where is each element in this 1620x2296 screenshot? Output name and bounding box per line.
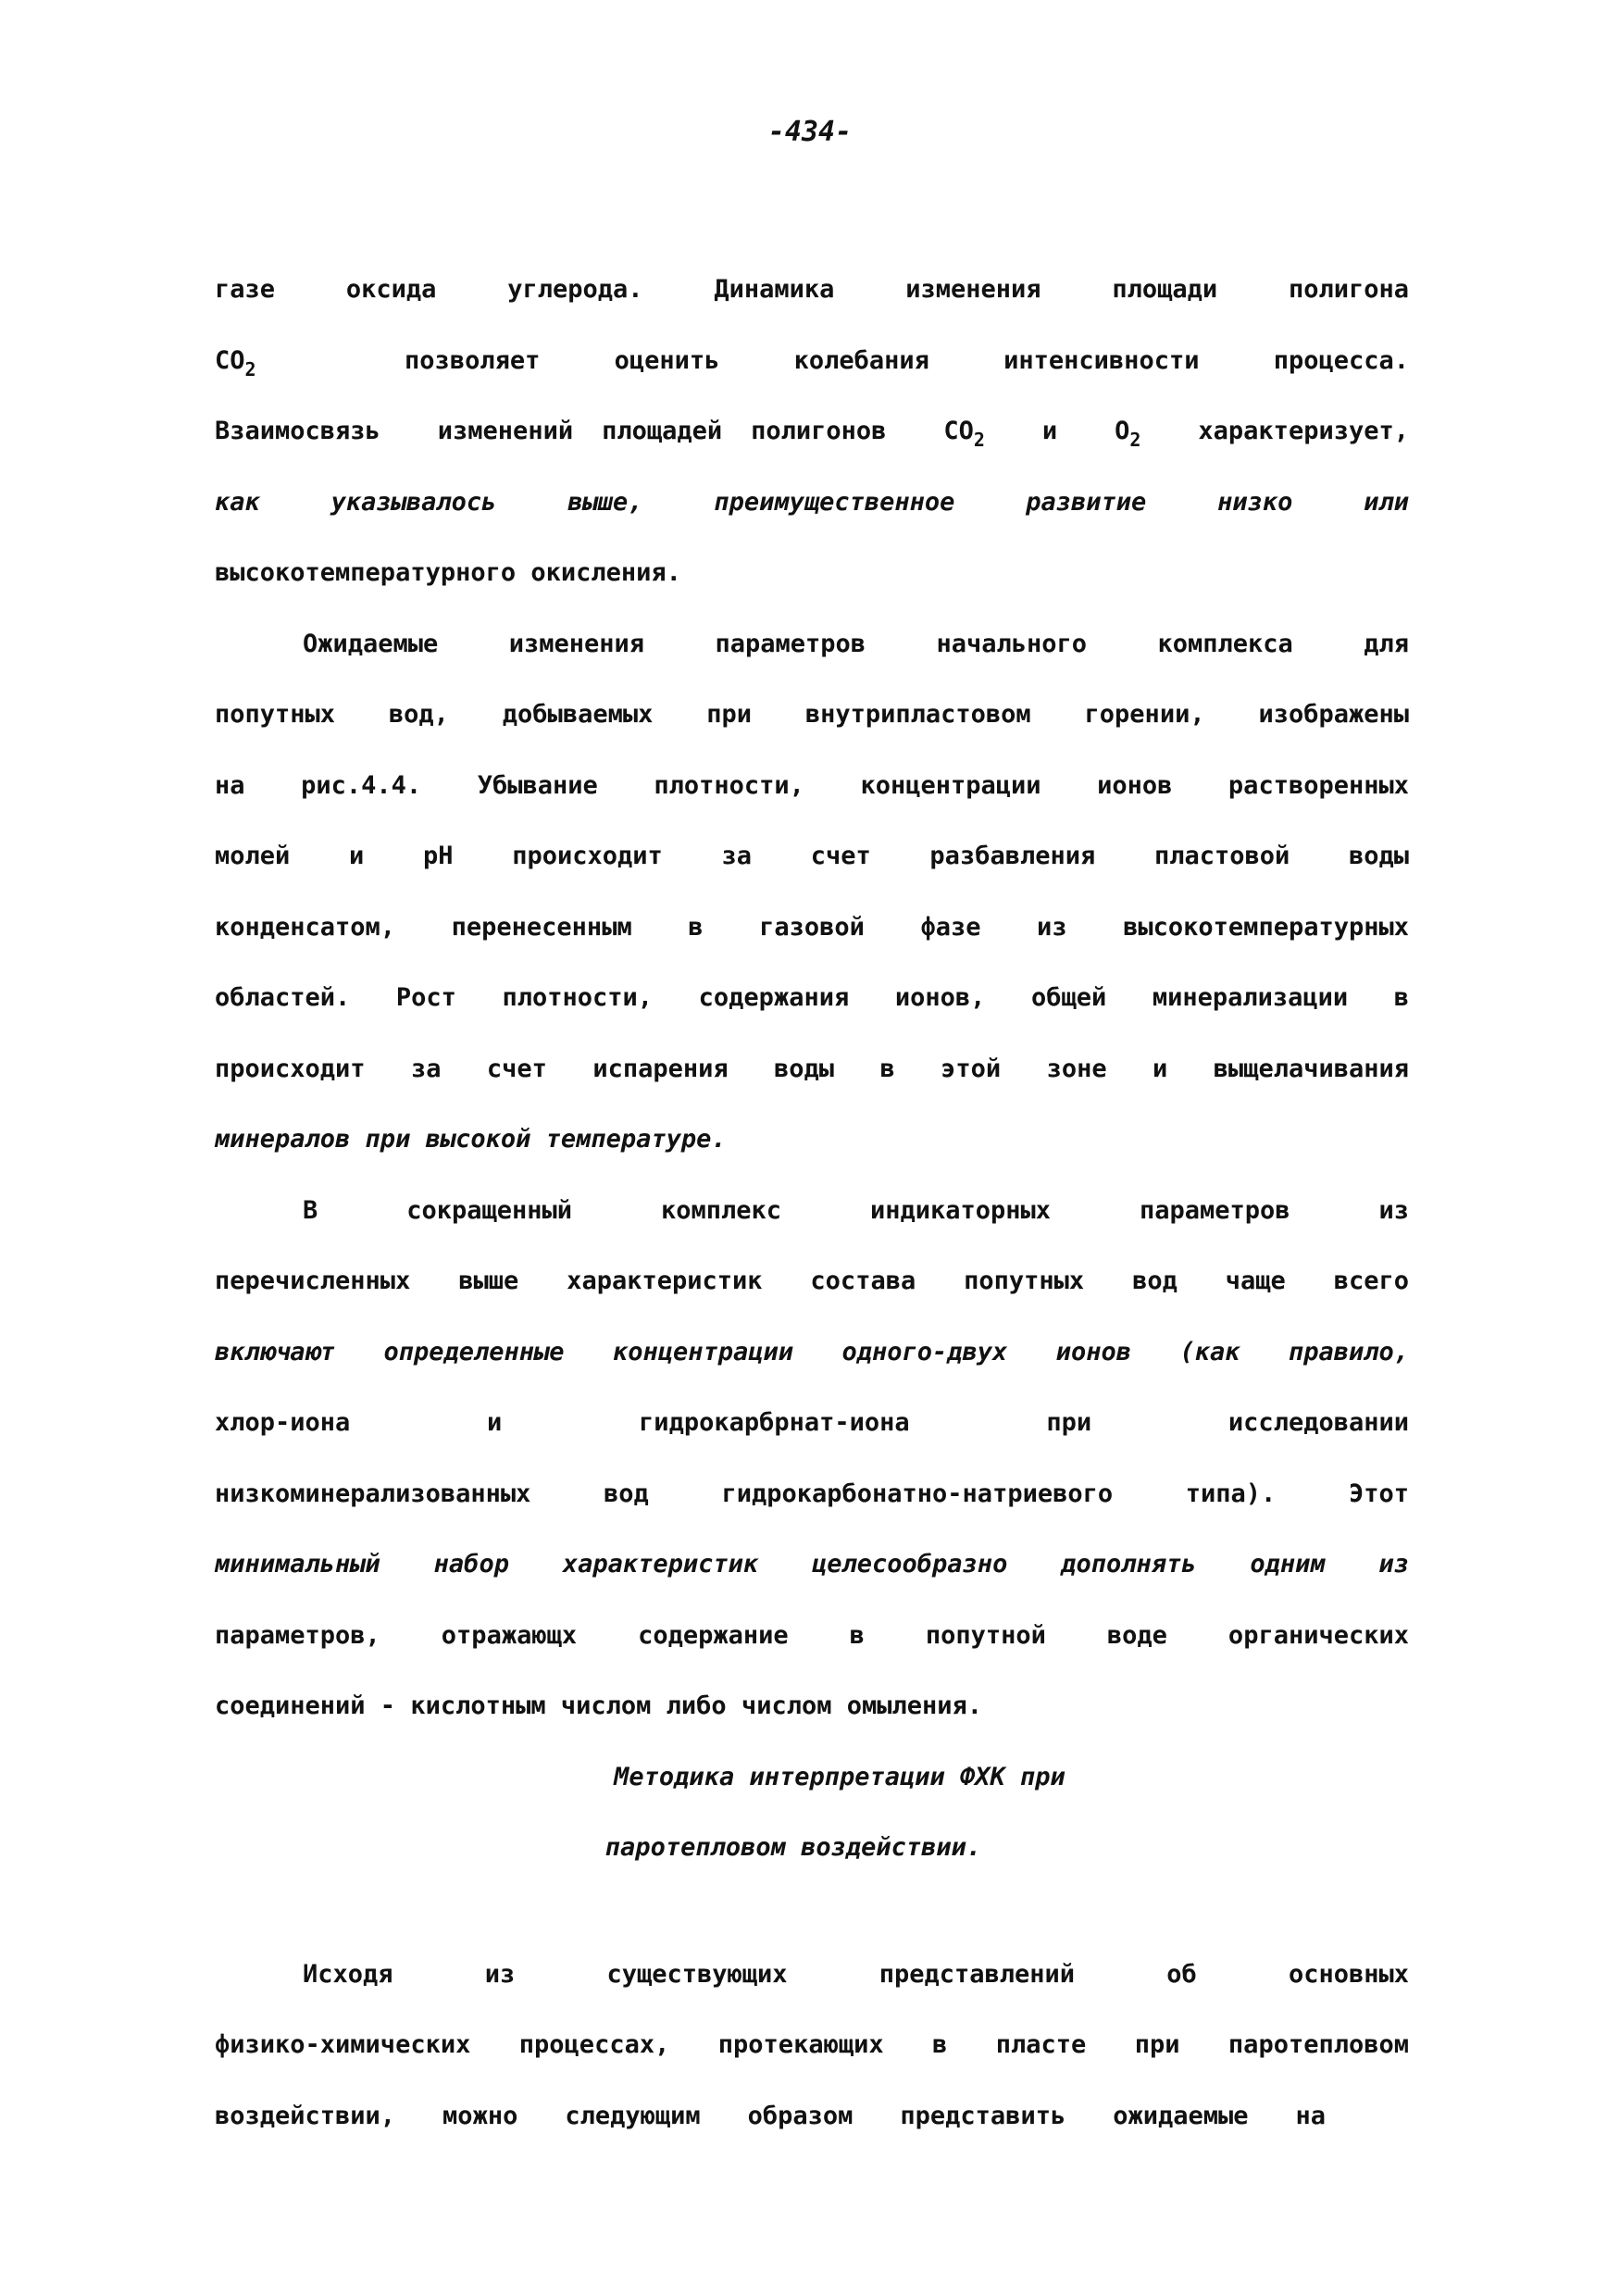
text-line: В сокращенный комплекс индикаторных параметров из bbox=[303, 1195, 1409, 1225]
text-line: Ожидаемые изменения параметров начального комплекса для bbox=[303, 629, 1409, 658]
text-line: областей. Рост плотности, содержания ионов, общей минерализации в bbox=[215, 983, 1409, 1012]
text-line: соединений - кислотным числом либо числом омыления. bbox=[215, 1691, 983, 1720]
text-line: перечисленных выше характеристик состава попутных вод чаще всего bbox=[215, 1267, 1409, 1295]
paragraph-spacer bbox=[215, 1884, 1409, 1940]
section-heading: Методика интерпретации ФХК при bbox=[614, 1762, 1065, 1791]
text-line: минимальный набор характеристик целесообразно дополнять одним из bbox=[215, 1550, 1409, 1578]
text-line: высокотемпературного окисления. bbox=[215, 558, 681, 587]
text-line: как указывалось выше, преимущественное развитие низко или bbox=[215, 487, 1409, 517]
text-line: $CO_2$ позволяет оценить колебания интенсивности процесса. bbox=[215, 345, 1409, 381]
text-line: газе оксида углерода. Динамика изменения площади полигона bbox=[215, 275, 1409, 304]
text-line: физико-химических процессах, протекающих в пласте при паротепловом bbox=[215, 2030, 1409, 2059]
text-line: Взаимосвязь изменений площадей полигонов $CO_2$ и $O_2$ характеризует, bbox=[215, 417, 1409, 451]
text-line: включают определенные концентрации одного-двух ионов (как правило, bbox=[215, 1337, 1409, 1366]
text-line: воздействии, можно следующим образом представить ожидаемые на bbox=[215, 2101, 1326, 2130]
formula-co2: $CO_2$ bbox=[943, 417, 985, 451]
text-line: происходит за счет испарения воды в этой зоне и выщелачивания bbox=[215, 1054, 1409, 1083]
text-line: минералов при высокой температуре. bbox=[215, 1125, 727, 1154]
section-heading: паротепловом воздействии. bbox=[604, 1833, 982, 1862]
document-body bbox=[215, 255, 1409, 2152]
text-line: Исходя из существующих представлений об основных bbox=[303, 1959, 1409, 1989]
text-line: на рис.4.4. Убывание плотности, концентрации ионов растворенных bbox=[215, 770, 1409, 800]
text-line: молей и рН происходит за счет разбавления пластовой воды bbox=[215, 842, 1409, 870]
text-line: низкоминерализованных вод гидрокарбонатно-натриевого типа). Этот bbox=[215, 1479, 1409, 1508]
page-number: -434- bbox=[767, 116, 853, 148]
text-line: хлор-иона и гидрокарбрнат-иона при исследовании bbox=[215, 1408, 1409, 1437]
text-line: параметров, отражающх содержание в попутной воде органических bbox=[215, 1620, 1409, 1650]
text-line: конденсатом, перенесенным в газовой фазе из высокотемпературных bbox=[215, 912, 1409, 942]
formula-o2: $O_2$ bbox=[1115, 417, 1141, 451]
text-line: попутных вод, добываемых при внутрипластовом горении, изображены bbox=[215, 700, 1409, 729]
formula-co2: $CO_2$ bbox=[215, 345, 256, 381]
